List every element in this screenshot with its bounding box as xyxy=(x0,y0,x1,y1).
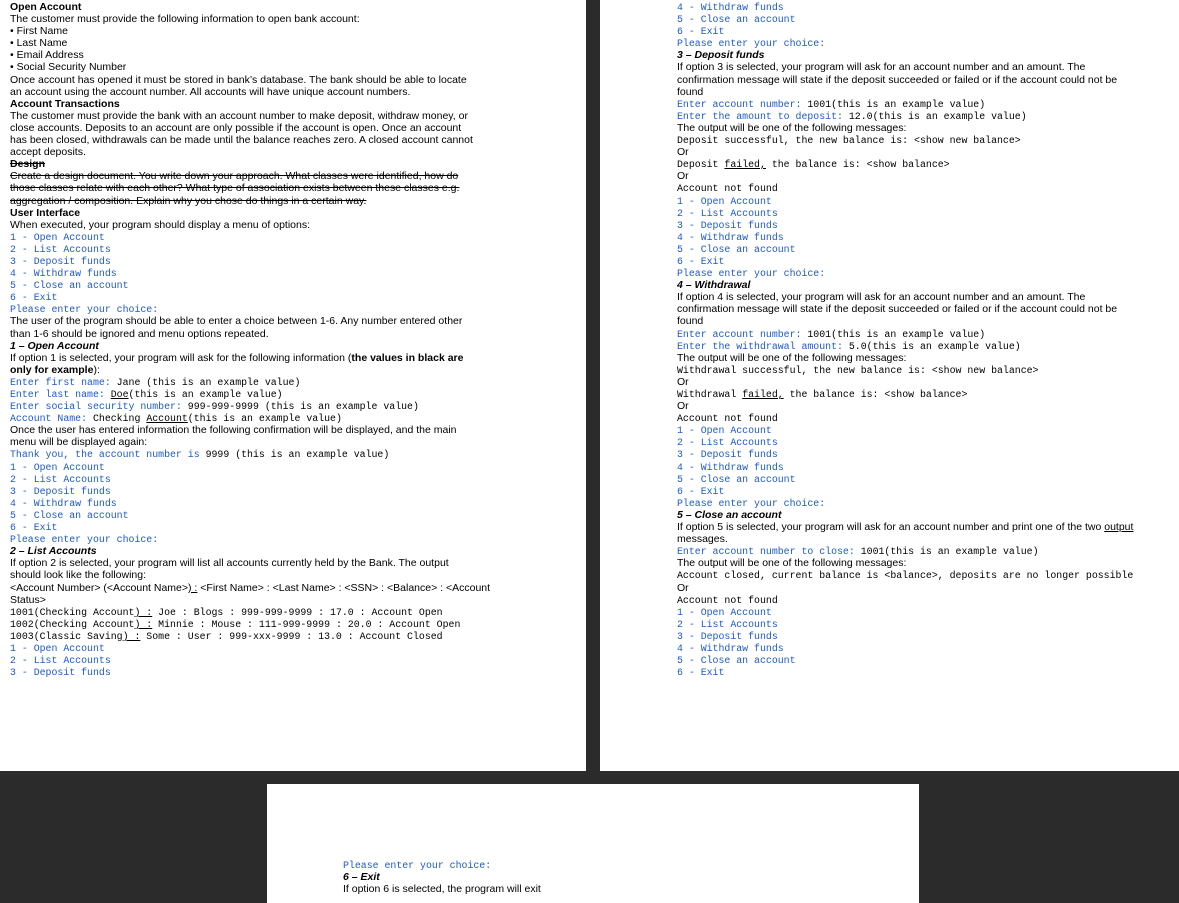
console-prompt: 5 - Close an account xyxy=(677,473,796,485)
console-prompt: 6 - Exit xyxy=(677,255,725,267)
text-line xyxy=(10,485,580,497)
text-line xyxy=(10,170,580,182)
code-text: Minnie : Mouse : 111-999-9999 : 20.0 : Account Open xyxy=(152,618,461,630)
text-line xyxy=(677,255,1179,267)
body-text: The output will be one of the following messages: xyxy=(677,121,907,134)
text-line xyxy=(677,340,1179,352)
text-line xyxy=(677,388,1179,400)
console-prompt: Please enter your choice: xyxy=(677,497,826,509)
text-line xyxy=(677,315,1179,327)
code-text: 1001(this is an example value) xyxy=(860,546,1039,558)
body-text: • First Name xyxy=(10,25,68,38)
code-text: 5.0(this is an example value) xyxy=(848,340,1021,352)
console-prompt: Enter account number to close: xyxy=(677,546,861,558)
text-line xyxy=(677,509,1179,521)
text-line xyxy=(677,448,1179,460)
console-prompt: 5 - Close an account xyxy=(677,655,796,667)
text-line xyxy=(10,533,580,545)
text-line xyxy=(10,182,580,194)
text-line xyxy=(677,37,1179,49)
code-text: Deposit xyxy=(677,159,725,171)
text-line xyxy=(677,146,1179,158)
body-text: <First Name> : <Last Name> : <SSN> : <Balance> : <Account xyxy=(197,581,491,594)
text-line xyxy=(677,303,1179,315)
subsection-heading: 6 – Exit xyxy=(343,871,380,884)
section-heading: the values in black are xyxy=(351,351,464,364)
body-text: The output will be one of the following messages: xyxy=(677,351,907,364)
text-line xyxy=(677,557,1179,569)
code-text: Jane (this is an example value) xyxy=(116,376,301,388)
text-line xyxy=(10,654,580,666)
text-line xyxy=(677,364,1179,376)
text-line xyxy=(677,461,1179,473)
underlined-text: output xyxy=(1104,521,1134,534)
text-line xyxy=(10,461,580,473)
console-prompt: Enter the amount to deposit: xyxy=(677,110,849,122)
console-prompt: Please enter your choice: xyxy=(10,304,159,316)
code-text: Account not found xyxy=(677,413,778,425)
text-line xyxy=(10,400,580,412)
text-line xyxy=(10,412,580,424)
text-line xyxy=(677,436,1179,448)
console-prompt: 5 - Close an account xyxy=(677,243,796,255)
body-text: • Social Security Number xyxy=(10,61,127,74)
code-text-underlined: ) : xyxy=(134,618,153,630)
console-prompt: 6 - Exit xyxy=(677,667,725,679)
text-line xyxy=(10,243,580,255)
body-text: Or xyxy=(677,146,689,159)
console-prompt: Please enter your choice: xyxy=(677,38,826,50)
code-text: Withdrawal successful, the new balance is: <show new balance> xyxy=(677,364,1039,376)
text-line xyxy=(10,207,580,219)
text-line xyxy=(677,582,1179,594)
text-line xyxy=(677,400,1179,412)
text-line xyxy=(677,569,1179,581)
text-line xyxy=(10,618,580,630)
text-line xyxy=(10,231,580,243)
text-line xyxy=(677,122,1179,134)
code-text: 1001(this is an example value) xyxy=(807,98,986,110)
text-line xyxy=(10,545,580,557)
console-prompt: 2 - List Accounts xyxy=(677,437,778,449)
text-line xyxy=(10,255,580,267)
text-line xyxy=(10,267,580,279)
console-prompt: 1 - Open Account xyxy=(677,606,772,618)
text-line xyxy=(677,74,1179,86)
text-line xyxy=(10,340,580,352)
console-prompt: 4 - Withdraw funds xyxy=(10,497,117,509)
console-prompt: Account Name: xyxy=(10,413,93,425)
text-line xyxy=(677,13,1179,25)
text-line xyxy=(677,473,1179,485)
code-text: 12.0(this is an example value) xyxy=(848,110,1027,122)
body-text: confirmation message will state if the deposit succeeded or failed or if the account could not be xyxy=(677,73,1118,86)
text-line xyxy=(10,303,580,315)
code-text: Some : User : 999-xxx-9999 : 13.0 : Account Closed xyxy=(140,630,443,642)
body-text: The customer must provide the bank with an account number to make deposit, withdraw money, or xyxy=(10,109,468,122)
body-text: Or xyxy=(677,375,689,388)
section-heading: only for example xyxy=(10,363,94,376)
text-line xyxy=(677,207,1179,219)
console-prompt: 2 - List Accounts xyxy=(677,207,778,219)
body-text: The customer must provide the following information to open bank account: xyxy=(10,13,360,26)
text-line xyxy=(677,86,1179,98)
text-line xyxy=(10,195,580,207)
text-line xyxy=(10,376,580,388)
console-prompt: 1 - Open Account xyxy=(677,195,772,207)
struck-text: those classes relate with each other? What type of association exists between these classes e.g. xyxy=(10,182,460,195)
body-text: should look like the following: xyxy=(10,569,146,582)
text-line xyxy=(10,134,580,146)
console-prompt: 3 - Deposit funds xyxy=(10,485,111,497)
text-line xyxy=(10,37,580,49)
body-text: If option 4 is selected, your program will ask for an account number and an amount. The xyxy=(677,291,1086,304)
code-text: Account closed, current balance is <balance>, deposits are no longer possible xyxy=(677,570,1134,582)
text-line xyxy=(10,606,580,618)
text-line xyxy=(677,279,1179,291)
body-text: Or xyxy=(677,400,689,413)
text-line xyxy=(343,883,903,895)
text-line xyxy=(10,509,580,521)
body-text: close accounts. Deposits to an account are only possible if the account is open. Once an account xyxy=(10,121,462,134)
console-prompt: 3 - Deposit funds xyxy=(10,667,111,679)
text-line xyxy=(677,545,1179,557)
console-prompt: 3 - Deposit funds xyxy=(677,219,778,231)
console-prompt: 5 - Close an account xyxy=(677,14,796,26)
text-line xyxy=(10,630,580,642)
body-text: Or xyxy=(677,581,689,594)
console-prompt: 2 - List Accounts xyxy=(10,655,111,667)
text-line xyxy=(677,654,1179,666)
text-line xyxy=(677,98,1179,110)
text-line xyxy=(10,219,580,231)
body-text: If option 3 is selected, your program will ask for an account number and an amount. The xyxy=(677,61,1086,74)
body-text: • Last Name xyxy=(10,37,68,50)
code-text: (this is an example value) xyxy=(128,389,283,400)
body-text: Once the user has entered information the following confirmation will be displayed, and the main xyxy=(10,424,457,437)
console-prompt: 2 - List Accounts xyxy=(677,618,778,630)
text-line xyxy=(677,352,1179,364)
console-prompt: 5 - Close an account xyxy=(10,280,129,292)
body-text: Once account has opened it must be stored in bank’s database. The bank should be able to locate xyxy=(10,73,467,86)
section-heading: Account Transactions xyxy=(10,97,120,110)
text-line xyxy=(677,195,1179,207)
text-line xyxy=(677,243,1179,255)
subsection-heading: 1 – Open Account xyxy=(10,339,99,352)
body-text: has been closed, withdrawals can be made until the balance reaches zero. A closed account cannot xyxy=(10,134,473,147)
body-text: The user of the program should be able to enter a choice between 1-6. Any number entered other xyxy=(10,315,463,328)
text-line xyxy=(677,606,1179,618)
code-text: 9999 (this is an example value) xyxy=(205,449,390,461)
body-text: found xyxy=(677,315,704,328)
text-line xyxy=(10,352,580,364)
body-text: ): xyxy=(93,363,100,376)
code-text: 999-999-9999 (this is an example value) xyxy=(187,401,419,413)
console-prompt: 3 - Deposit funds xyxy=(677,449,778,461)
text-line xyxy=(10,13,580,25)
text-line xyxy=(10,158,580,170)
text-line xyxy=(10,315,580,327)
text-line xyxy=(10,473,580,485)
subsection-heading: 2 – List Accounts xyxy=(10,545,97,558)
console-prompt: Enter social security number: xyxy=(10,401,188,413)
text-line xyxy=(677,61,1179,73)
text-line xyxy=(343,871,903,883)
struck-heading: Design xyxy=(10,158,46,171)
text-line xyxy=(10,98,580,110)
code-text: Withdrawal xyxy=(677,389,743,400)
text-line xyxy=(677,25,1179,37)
page-2-content xyxy=(677,1,1179,678)
console-prompt: 6 - Exit xyxy=(10,522,58,534)
page-1-content xyxy=(10,1,580,678)
text-line xyxy=(10,497,580,509)
subsection-heading: 4 – Withdrawal xyxy=(677,279,751,292)
body-text: Status> xyxy=(10,593,46,606)
body-text: accept deposits. xyxy=(10,146,86,159)
text-line xyxy=(677,49,1179,61)
text-line xyxy=(677,630,1179,642)
console-prompt: Enter first name: xyxy=(10,376,117,388)
text-line xyxy=(677,134,1179,146)
text-line xyxy=(10,1,580,13)
text-line xyxy=(677,219,1179,231)
text-line xyxy=(10,74,580,86)
text-line xyxy=(677,424,1179,436)
code-text: Account not found xyxy=(677,594,778,606)
text-line xyxy=(677,1,1179,13)
text-line xyxy=(10,557,580,569)
text-line xyxy=(10,86,580,98)
subsection-heading: 5 – Close an account xyxy=(677,508,782,521)
section-heading: User Interface xyxy=(10,206,81,219)
console-prompt: 4 - Withdraw funds xyxy=(677,461,784,473)
code-text-underlined: failed, xyxy=(724,159,766,171)
text-line xyxy=(10,594,580,606)
text-line xyxy=(677,267,1179,279)
console-prompt: 4 - Withdraw funds xyxy=(677,231,784,243)
struck-text: Create a design document. You write down your approach. What classes were identified, how do xyxy=(10,170,459,183)
text-line xyxy=(677,594,1179,606)
body-text: If option 2 is selected, your program will list all accounts currently held by the Bank. The output xyxy=(10,557,449,570)
body-text: confirmation message will state if the deposit succeeded or failed or if the account could not be xyxy=(677,303,1118,316)
console-prompt: 4 - Withdraw funds xyxy=(677,2,784,13)
page-3-content xyxy=(343,859,903,895)
text-line xyxy=(10,448,580,460)
body-text: menu will be displayed again: xyxy=(10,436,148,449)
console-prompt: 2 - List Accounts xyxy=(10,243,111,255)
text-line xyxy=(10,364,580,376)
code-text: 1001(this is an example value) xyxy=(807,328,986,340)
text-line xyxy=(10,569,580,581)
text-line xyxy=(677,291,1179,303)
body-text: If option 6 is selected, the program will exit xyxy=(343,883,541,896)
console-prompt: 6 - Exit xyxy=(10,292,58,304)
console-prompt: 6 - Exit xyxy=(677,26,725,38)
text-line xyxy=(343,859,903,871)
body-text: <Account Number> (<Account Name> xyxy=(10,581,189,594)
text-line xyxy=(10,388,580,400)
code-text: 1003(Classic Saving xyxy=(10,630,123,642)
code-text: Account not found xyxy=(677,183,778,195)
text-line xyxy=(677,497,1179,509)
text-line xyxy=(10,291,580,303)
text-line xyxy=(10,521,580,533)
console-prompt: 1 - Open Account xyxy=(677,425,772,437)
text-line xyxy=(677,158,1179,170)
text-line xyxy=(10,25,580,37)
body-text: found xyxy=(677,85,704,98)
code-text: 1002(Checking Account xyxy=(10,618,135,630)
text-line xyxy=(677,412,1179,424)
console-prompt: 3 - Deposit funds xyxy=(677,630,778,642)
console-prompt: Please enter your choice: xyxy=(343,860,492,871)
text-line xyxy=(677,328,1179,340)
console-prompt: 3 - Deposit funds xyxy=(10,255,111,267)
text-line xyxy=(10,61,580,73)
text-line xyxy=(10,328,580,340)
body-text: If option 1 is selected, your program will ask for the following information ( xyxy=(10,351,352,364)
text-line xyxy=(10,49,580,61)
text-line xyxy=(10,642,580,654)
text-line xyxy=(10,666,580,678)
document-page-2 xyxy=(600,0,1179,771)
text-line xyxy=(10,582,580,594)
text-line xyxy=(677,618,1179,630)
text-line xyxy=(677,110,1179,122)
code-text: Joe : Blogs : 999-999-9999 : 17.0 : Account Open xyxy=(152,606,443,618)
code-text: the balance is: <show balance> xyxy=(783,389,968,400)
text-line xyxy=(677,182,1179,194)
text-line xyxy=(10,122,580,134)
code-text: 1001(Checking Account xyxy=(10,606,135,618)
text-line xyxy=(10,279,580,291)
body-text: an account using the account number. All accounts will have unique account numbers. xyxy=(10,85,411,98)
console-prompt: Enter last name: xyxy=(10,389,111,400)
console-prompt: Please enter your choice: xyxy=(677,268,826,280)
console-prompt: 4 - Withdraw funds xyxy=(10,268,117,280)
code-text: Checking xyxy=(92,413,147,425)
code-text: Deposit successful, the new balance is: <show new balance> xyxy=(677,135,1021,147)
console-prompt: 2 - List Accounts xyxy=(10,473,111,485)
body-text: messages. xyxy=(677,533,728,546)
text-line xyxy=(677,376,1179,388)
body-text: Or xyxy=(677,170,689,183)
console-prompt: 5 - Close an account xyxy=(10,509,129,521)
body-text: than 1-6 should be ignored and menu options repeated. xyxy=(10,327,269,340)
text-line xyxy=(10,146,580,158)
console-prompt: 4 - Withdraw funds xyxy=(677,642,784,654)
console-prompt: Enter the withdrawal amount: xyxy=(677,340,849,352)
console-prompt: Please enter your choice: xyxy=(10,534,159,546)
console-prompt: 1 - Open Account xyxy=(10,642,105,654)
document-page-1 xyxy=(0,0,586,771)
body-text: When executed, your program should display a menu of options: xyxy=(10,218,311,231)
console-prompt: Enter account number: xyxy=(677,98,808,110)
code-text-underlined: ) : xyxy=(134,606,153,618)
text-line xyxy=(677,170,1179,182)
code-text-underlined: Account xyxy=(146,413,188,425)
console-prompt: 6 - Exit xyxy=(677,485,725,497)
code-text-underlined: failed, xyxy=(742,389,784,400)
section-heading: Open Account xyxy=(10,1,82,13)
text-line xyxy=(677,231,1179,243)
body-text: • Email Address xyxy=(10,49,84,62)
console-prompt: 1 - Open Account xyxy=(10,461,105,473)
code-text: (this is an example value) xyxy=(187,413,342,425)
body-text: If option 5 is selected, your program will ask for an account number and print one of the two xyxy=(677,521,1105,534)
code-text-underlined: Doe xyxy=(110,389,129,400)
text-line xyxy=(677,485,1179,497)
struck-text: aggregation / composition. Explain why you chose do things in a certain way. xyxy=(10,194,367,207)
code-text: the balance is: <show balance> xyxy=(765,159,950,171)
text-line xyxy=(677,521,1179,533)
console-prompt: 1 - Open Account xyxy=(10,231,105,243)
body-text: The output will be one of the following messages: xyxy=(677,557,907,570)
console-prompt: Thank you, the account number is xyxy=(10,449,206,461)
text-line xyxy=(677,533,1179,545)
text-line xyxy=(10,110,580,122)
code-text-underlined: ) : xyxy=(122,630,141,642)
text-line xyxy=(10,436,580,448)
document-page-3 xyxy=(267,784,919,903)
text-line xyxy=(677,666,1179,678)
subsection-heading: 3 – Deposit funds xyxy=(677,49,765,62)
console-prompt: Enter account number: xyxy=(677,328,808,340)
text-line xyxy=(10,424,580,436)
underlined-text: ) : xyxy=(188,581,198,594)
text-line xyxy=(677,642,1179,654)
